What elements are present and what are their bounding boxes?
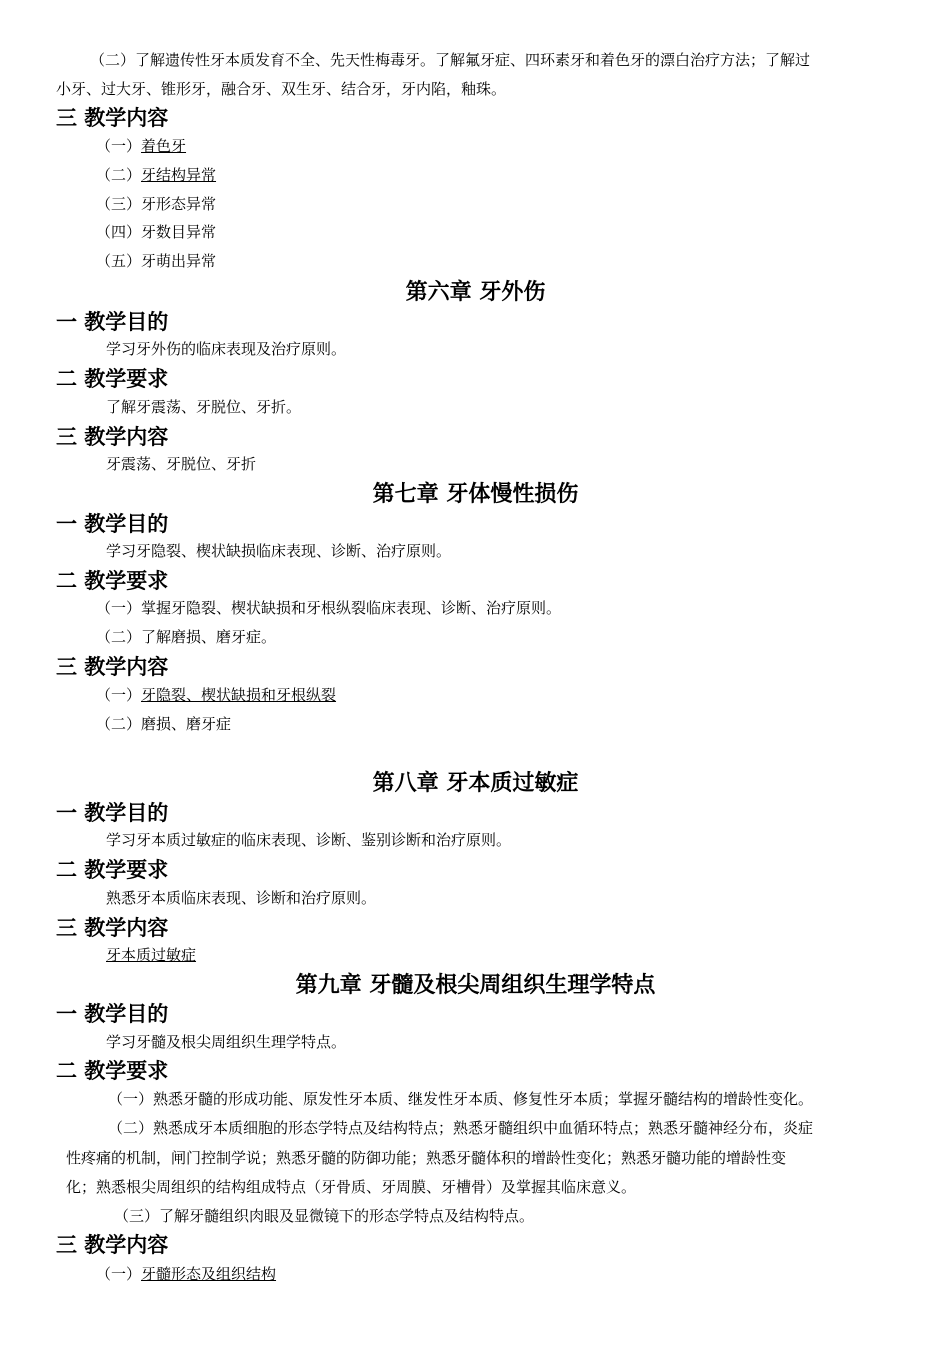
paragraph-line: 熟悉牙本质临床表现、诊断和治疗原则。: [106, 889, 377, 907]
section-heading: 一 教学目的: [56, 310, 169, 334]
section-heading: 三 教学内容: [56, 425, 169, 449]
paragraph-line: 了解牙震荡、牙脱位、牙折。: [106, 398, 302, 416]
paragraph-line: 小牙、过大牙、锥形牙，融合牙、双生牙、结合牙，牙内陷，釉珠。: [56, 80, 507, 98]
section-heading: 三 教学内容: [56, 1233, 169, 1257]
list-item: [96, 685, 336, 705]
section-heading: 一 教学目的: [56, 1002, 169, 1026]
paragraph-line: （二）熟悉成牙本质细胞的形态学特点及结构特点；熟悉牙髓组织中血循环特点；熟悉牙髓神经分布，炎症: [108, 1119, 814, 1137]
list-item-prefix: （二）: [96, 166, 142, 184]
content-link[interactable]: 牙本质过敏症: [106, 946, 197, 964]
chapter-title: 第六章 牙外伤: [405, 280, 546, 305]
list-item: [96, 136, 186, 156]
chapter-title: 第八章 牙本质过敏症: [372, 771, 579, 796]
section-heading: 二 教学要求: [56, 569, 169, 593]
section-heading: 三 教学内容: [56, 655, 169, 679]
paragraph-line: 学习牙隐裂、楔状缺损临床表现、诊断、治疗原则。: [106, 542, 452, 560]
list-item: [96, 1264, 276, 1284]
section-heading: 三 教学内容: [56, 916, 169, 940]
list-item-prefix: （一）: [96, 137, 142, 155]
paragraph-line: 牙震荡、牙脱位、牙折: [106, 455, 257, 473]
list-item: （二）了解磨损、磨牙症。: [96, 628, 277, 646]
list-item: （一）掌握牙隐裂、楔状缺损和牙根纵裂临床表现、诊断、治疗原则。: [96, 599, 562, 617]
section-heading: 二 教学要求: [56, 858, 169, 882]
paragraph-line: 学习牙髓及根尖周组织生理学特点。: [106, 1033, 347, 1051]
chapter-title: 第七章 牙体慢性损伤: [372, 482, 579, 507]
list-item: [96, 165, 216, 185]
paragraph-line: （三）了解牙髓组织肉眼及显微镜下的形态学特点及结构特点。: [114, 1207, 535, 1225]
paragraph-line: 学习牙外伤的临床表现及治疗原则。: [106, 340, 347, 358]
list-item: （五）牙萌出异常: [96, 252, 217, 270]
list-item: （二）磨损、磨牙症: [96, 715, 232, 733]
paragraph-line: 学习牙本质过敏症的临床表现、诊断、鉴别诊断和治疗原则。: [106, 831, 512, 849]
list-item-link[interactable]: 牙髓形态及组织结构: [141, 1265, 277, 1283]
list-item-link[interactable]: 牙隐裂、楔状缺损和牙根纵裂: [141, 686, 337, 704]
section-heading: 二 教学要求: [56, 1059, 169, 1083]
list-item: （三）牙形态异常: [96, 195, 217, 213]
section-heading: 三 教学内容: [56, 106, 169, 130]
paragraph-line: 化；熟悉根尖周组织的结构组成特点（牙骨质、牙周膜、牙槽骨）及掌握其临床意义。: [66, 1178, 637, 1196]
section-heading: 二 教学要求: [56, 367, 169, 391]
paragraph-line: 性疼痛的机制，闸门控制学说；熟悉牙髓的防御功能；熟悉牙髓体积的增龄性变化；熟悉牙髓功能的增龄性变: [66, 1149, 787, 1167]
list-item-link[interactable]: 着色牙: [141, 137, 187, 155]
chapter-title: 第九章 牙髓及根尖周组织生理学特点: [295, 973, 656, 998]
list-item-prefix: （一）: [96, 686, 142, 704]
list-item: （四）牙数目异常: [96, 223, 217, 241]
list-item-prefix: （一）: [96, 1265, 142, 1283]
paragraph-line: （二）了解遗传性牙本质发育不全、先天性梅毒牙。了解氟牙症、四环素牙和着色牙的漂白治疗方法；了解过: [90, 51, 811, 69]
section-heading: 一 教学目的: [56, 801, 169, 825]
list-item-link[interactable]: 牙结构异常: [141, 166, 217, 184]
paragraph-line: （一）熟悉牙髓的形成功能、原发性牙本质、继发性牙本质、修复性牙本质；掌握牙髓结构的增龄性变化。: [108, 1090, 814, 1108]
section-heading: 一 教学目的: [56, 512, 169, 536]
